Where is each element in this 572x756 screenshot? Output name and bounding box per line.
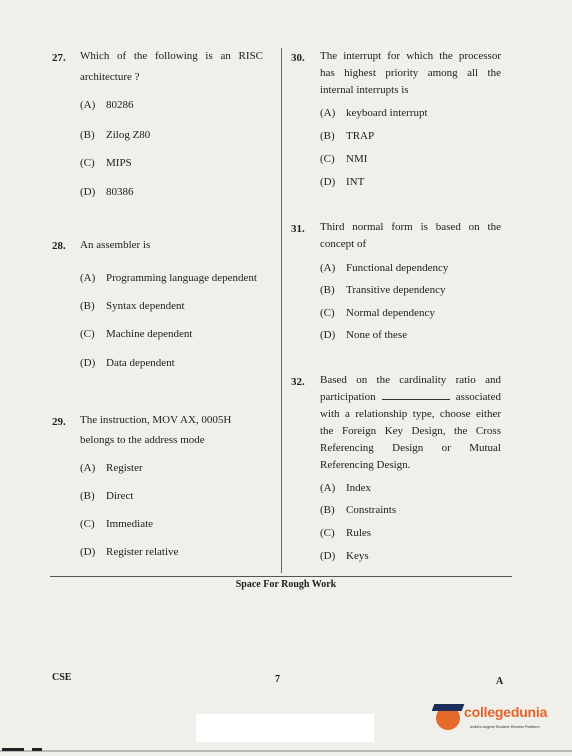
- question-31-line-1: Third normal form is based on the: [320, 221, 501, 233]
- question-number-30: 30.: [291, 52, 305, 64]
- question-number-27: 27.: [52, 52, 66, 64]
- question-number-32: 32.: [291, 376, 305, 388]
- footer-page-number: 7: [275, 674, 280, 685]
- question-27-word: an: [220, 50, 231, 62]
- rough-work-label: Space For Rough Work: [235, 579, 337, 590]
- question-32-line-2: [320, 389, 501, 406]
- question-number-29: 29.: [52, 416, 66, 428]
- question-29-line-1: The instruction, MOV AX, 0005H: [80, 414, 232, 426]
- question-31-line-2: concept of: [320, 238, 367, 250]
- question-30-option-d[interactable]: (D) INT: [320, 176, 365, 188]
- question-27-word: the: [133, 50, 148, 62]
- collegedunia-logo[interactable]: [430, 700, 572, 746]
- question-32-option-c[interactable]: (C) Rules: [320, 527, 372, 539]
- question-30-text: [320, 48, 501, 99]
- question-31-option-a[interactable]: (A) Functional dependency: [320, 262, 449, 274]
- question-number-31: 31.: [291, 223, 305, 235]
- graduation-cap-icon: [432, 704, 465, 711]
- question-28-option-b[interactable]: (B) Syntax dependent: [80, 300, 185, 312]
- question-32-line-5: Referencing Design or Mutual: [320, 442, 501, 454]
- question-number-28: 28.: [52, 240, 66, 252]
- question-32-participation: participation: [320, 391, 376, 403]
- question-32-line-4: the Foreign Key Design, the Cross: [320, 425, 501, 437]
- question-29-option-d[interactable]: (D) Register relative: [80, 546, 179, 558]
- question-27-option-c[interactable]: (C) MIPS: [80, 157, 132, 169]
- question-27-word: of: [117, 50, 127, 62]
- question-31-text: [320, 219, 501, 253]
- question-32-option-b[interactable]: (B) Constraints: [320, 504, 397, 516]
- question-27-line-1: [80, 48, 263, 65]
- blank-white-box: [196, 714, 374, 742]
- question-29-option-b[interactable]: (B) Direct: [80, 490, 134, 502]
- column-divider: [281, 48, 282, 573]
- question-30-line-1: The interrupt for which the processor: [320, 50, 501, 62]
- question-32-associated: associated: [455, 391, 501, 403]
- question-28-option-a[interactable]: (A) Programming language dependent: [80, 272, 257, 284]
- bottom-edge-line: [0, 750, 572, 752]
- bottom-edge-mark: [32, 748, 42, 751]
- question-30-option-a[interactable]: (A) keyboard interrupt: [320, 107, 428, 119]
- question-27-option-a[interactable]: (A) 80286: [80, 99, 134, 111]
- question-27-word: following: [154, 50, 198, 62]
- bottom-edge-mark: [2, 748, 24, 751]
- question-29-line-2: belongs to the address mode: [80, 434, 205, 446]
- question-31-option-c[interactable]: (C) Normal dependency: [320, 307, 435, 319]
- question-30-option-b[interactable]: (B) TRAP: [320, 130, 375, 142]
- question-27-word: RISC: [238, 50, 263, 62]
- footer-subject: CSE: [52, 672, 72, 683]
- question-27-option-d[interactable]: (D) 80386: [80, 186, 134, 198]
- question-31-option-b[interactable]: (B) Transitive dependency: [320, 284, 446, 296]
- question-28-text: An assembler is: [80, 239, 151, 251]
- question-29-option-c[interactable]: (C) Immediate: [80, 518, 154, 530]
- question-32-option-a[interactable]: (A) Index: [320, 482, 372, 494]
- question-27-word: Which: [80, 50, 110, 62]
- logo-brand-text: collegedunia: [464, 704, 548, 720]
- question-27-line-2: architecture ?: [80, 71, 140, 83]
- question-32-line-1: Based on the cardinality ratio and: [320, 374, 501, 386]
- question-30-option-c[interactable]: (C) NMI: [320, 153, 368, 165]
- logo-tagline: India's largest Student Review Platform: [470, 724, 540, 729]
- question-29-option-a[interactable]: (A) Register: [80, 462, 143, 474]
- question-30-line-2: has highest priority among all the: [320, 67, 501, 79]
- question-32-line-3: with a relationship type, choose either: [320, 408, 501, 420]
- question-31-option-d[interactable]: (D) None of these: [320, 329, 408, 341]
- question-28-option-d[interactable]: (D) Data dependent: [80, 357, 175, 369]
- question-32-line-6: Referencing Design.: [320, 459, 411, 471]
- rough-work-divider: [50, 576, 512, 577]
- question-32-text: [320, 372, 501, 474]
- fill-in-blank: [382, 399, 450, 400]
- question-28-option-c[interactable]: (C) Machine dependent: [80, 328, 193, 340]
- footer-booklet-series: A: [496, 676, 504, 687]
- question-27-word: is: [205, 50, 213, 62]
- question-27-option-b[interactable]: (B) Zilog Z80: [80, 129, 151, 141]
- question-27-text: [80, 48, 263, 86]
- question-29-text: [80, 412, 270, 449]
- question-32-option-d[interactable]: (D) Keys: [320, 550, 369, 562]
- question-30-line-3: internal interrupts is: [320, 84, 409, 96]
